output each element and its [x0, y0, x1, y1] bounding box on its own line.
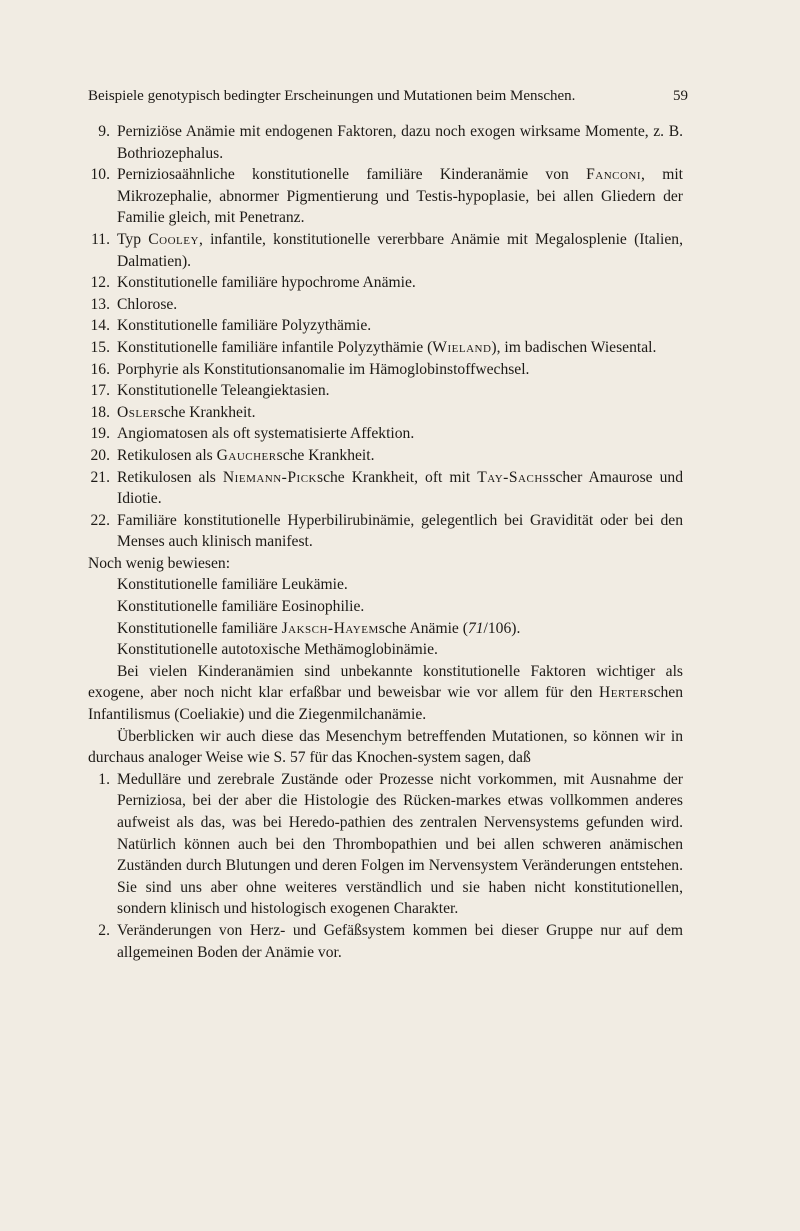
list-item: 20. Retikulosen als Gauchersche Krankheit.	[90, 446, 375, 464]
body-text	[88, 121, 683, 963]
list-item: 9. Perniziöse Anämie mit endogenen Faktoren, dazu noch exogen wirksame Momente, z. B. Bothriozephalus.	[98, 123, 683, 162]
list-item: 17. Konstitutionelle Teleangiektasien.	[90, 382, 330, 400]
list-item: Konstitutionelle autotoxische Methämoglobinämie.	[117, 641, 438, 659]
list-item: 14. Konstitutionelle familiäre Polyzythämie.	[90, 317, 372, 335]
noch-heading: Noch wenig bewiesen:	[88, 554, 231, 572]
list-item: 21. Retikulosen als Niemann-Picksche Krankheit, oft mit Tay-Sachsscher Amaurose und Idiotie.	[90, 468, 683, 508]
list-item: 12. Konstitutionelle familiäre hypochrome Anämie.	[90, 274, 416, 292]
list-item: Konstitutionelle familiäre Jaksch-Hayemsche Anämie (71/106).	[117, 619, 521, 637]
list-unproven	[88, 574, 683, 660]
list-item: 15. Konstitutionelle familiäre infantile Polyzythämie (Wieland), im badischen Wiesental.	[90, 338, 657, 356]
list-item: Konstitutionelle familiäre Eosinophilie.	[117, 598, 365, 616]
list-item: 22. Familiäre konstitutionelle Hyperbilirubinämie, gelegentlich bei Gravidität oder bei den Menses auch klinisch manifest.	[90, 511, 683, 551]
list-item: 1. Medulläre und zerebrale Zustände oder Prozesse nicht vorkommen, mit Ausnahme der Perniziosa, bei der aber die Histologie des Rücken-markes etwas vollkommen anderes aufweist als das, was bei Heredo-pathien des zentralen Nervensystems gefunden wird. Natürlich können auch bei den Thrombopathien und bei allen schweren anämischen Zuständen durch Blutungen und deren Folgen im Nervensystem Veränderungen entstehen. Sie sind uns aber ohne weiteres verständlich und sie haben nicht konstitutionellen, sondern klinisch und histologisch exogenen Charakter.	[98, 770, 683, 918]
list-item: Konstitutionelle familiäre Leukämie.	[117, 576, 348, 594]
paragraph: Überblicken wir auch diese das Mesenchym betreffenden Mutationen, so können wir in durchaus analoger Weise wie S. 57 für das Knochen-system sagen, daß	[88, 727, 683, 767]
paragraph: Bei vielen Kinderanämien sind unbekannte konstitutionelle Faktoren wichtiger als exogene, aber noch nicht klar erfaßbar und beweisbar wie vor allem für den Herterschen Infantilismus (Coeliakie) und die Ziegenmilchanämie.	[88, 662, 683, 724]
list-item: 2. Veränderungen von Herz- und Gefäßsystem kommen bei dieser Gruppe nur auf dem allgemeinen Boden der Anämie vor.	[98, 921, 683, 961]
page-number: 59	[673, 88, 688, 104]
list-item: 11. Typ Cooley, infantile, konstitutionelle vererbbare Anämie mit Megalosplenie (Italien, Dalmatien).	[91, 230, 683, 270]
list-item: 18. Oslersche Krankheit.	[90, 403, 256, 421]
list-conclusions	[88, 769, 683, 963]
list-item: 19. Angiomatosen als oft systematisierte Affektion.	[90, 425, 415, 443]
list-item: 13. Chlorose.	[90, 295, 178, 313]
list-item: 10. Perniziosaähnliche konstitutionelle familiäre Kinderanämie von Fanconi, mit Mikrozephalie, abnormer Pigmentierung und Testis-hypoplasie, bei allen Gliedern der Familie gleich, mit Penetranz.	[90, 166, 683, 227]
list-anaemia-types	[88, 121, 683, 553]
running-header	[88, 88, 688, 105]
list-item: 16. Porphyrie als Konstitutionsanomalie im Hämoglobinstoffwechsel.	[90, 360, 530, 378]
header-title: Beispiele genotypisch bedingter Erscheinungen und Mutationen beim Menschen.	[88, 88, 576, 104]
